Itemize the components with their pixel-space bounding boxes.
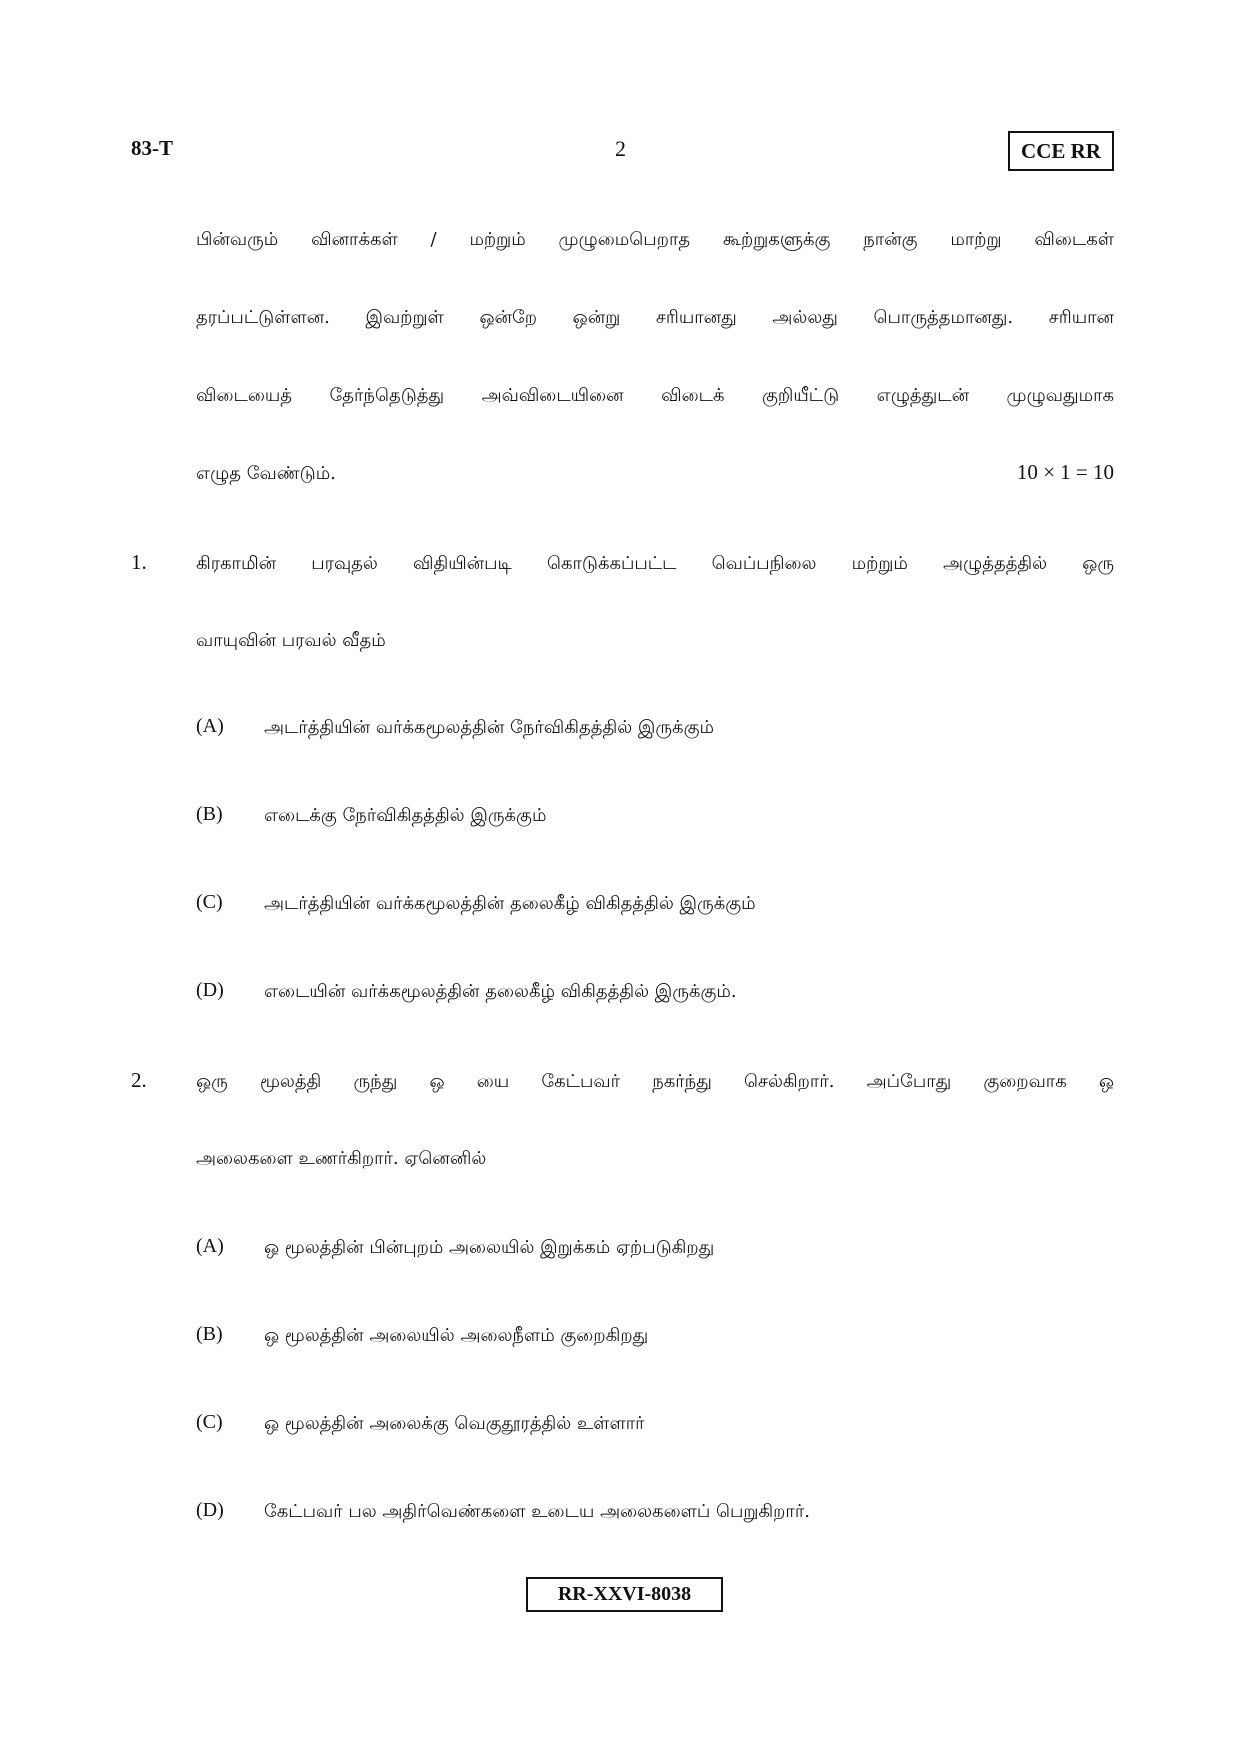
marks-allocation: 10 × 1 = 10 xyxy=(1016,460,1114,484)
question-1-option-d-label: (D) xyxy=(196,979,224,1001)
instruction-line-2: தரப்பட்டுள்ளன. இவற்றுள் ஒன்றே ஒன்று சரியானது அல்லது பொருத்தமானது. சரியான xyxy=(196,307,1114,328)
question-2-number: 2. xyxy=(131,1068,147,1092)
footer-code-box: RR-XXVI-8038 xyxy=(526,1577,723,1612)
question-1-line-2: வாயுவின் பரவல் வீதம் xyxy=(196,630,386,651)
question-2-option-c-text: ஒ மூலத்தின் அலைக்கு வெகுதூரத்தில் உள்ளார் xyxy=(264,1413,645,1434)
question-1-option-d-text: எடையின் வர்க்கமூலத்தின் தலைகீழ் விகிதத்தில் இருக்கும். xyxy=(264,981,737,1002)
question-2-option-d-text: கேட்பவர் பல அதிர்வெண்களை உடைய அலைகளைப் பெறுகிறார். xyxy=(264,1501,810,1522)
question-2-line-1: ஒரு மூலத்தி ருந்து ஒ யை கேட்பவர் நகர்ந்து செல்கிறார். அப்போது குறைவாக ஒ xyxy=(196,1071,1114,1092)
page-number: 2 xyxy=(615,136,626,161)
question-2-option-a-text: ஒ மூலத்தின் பின்புறம் அலையில் இறுக்கம் ஏற்படுகிறது xyxy=(264,1237,715,1258)
instruction-line-4: எழுத வேண்டும். xyxy=(196,463,336,484)
question-2-option-b-text: ஒ மூலத்தின் அலையில் அலைநீளம் குறைகிறது xyxy=(264,1325,649,1346)
question-2-option-a-label: (A) xyxy=(196,1235,224,1257)
paper-series-box: CCE RR xyxy=(1008,131,1114,171)
question-2-option-b-label: (B) xyxy=(196,1323,223,1345)
instruction-line-1: பின்வரும் வினாக்கள் / மற்றும் முழுமைபெறாத கூற்றுகளுக்கு நான்கு மாற்று விடைகள் xyxy=(196,229,1114,250)
question-1-number: 1. xyxy=(131,550,147,574)
paper-code: 83-T xyxy=(131,136,173,160)
question-1-option-a-text: அடர்த்தியின் வர்க்கமூலத்தின் நேர்விகிதத்தில் இருக்கும் xyxy=(264,717,714,738)
question-2-option-d-label: (D) xyxy=(196,1499,224,1521)
question-2-option-c-label: (C) xyxy=(196,1411,223,1433)
question-1-option-c-text: அடர்த்தியின் வர்க்கமூலத்தின் தலைகீழ் விகிதத்தில் இருக்கும் xyxy=(264,893,756,914)
question-1-option-a-label: (A) xyxy=(196,715,224,737)
question-2-line-2: அலைகளை உணர்கிறார். ஏனெனில் xyxy=(196,1148,487,1169)
question-1-option-c-label: (C) xyxy=(196,891,223,913)
instruction-line-3: விடையைத் தேர்ந்தெடுத்து அவ்விடையினை விடைக் குறியீட்டு எழுத்துடன் முழுவதுமாக xyxy=(196,385,1114,406)
question-1-line-1: கிரகாமின் பரவுதல் விதியின்படி கொடுக்கப்பட்ட வெப்பநிலை மற்றும் அழுத்தத்தில் ஒரு xyxy=(196,553,1114,574)
question-1-option-b-label: (B) xyxy=(196,803,223,825)
question-1-option-b-text: எடைக்கு நேர்விகிதத்தில் இருக்கும் xyxy=(264,805,547,826)
